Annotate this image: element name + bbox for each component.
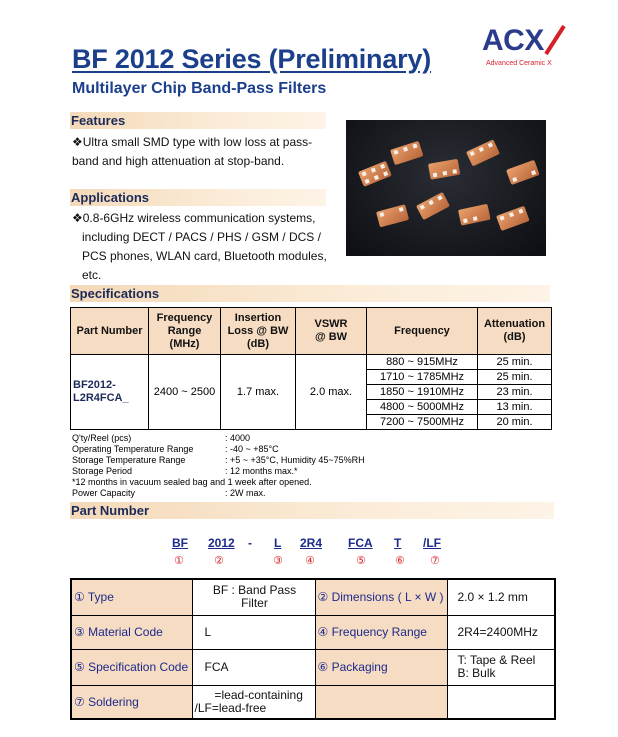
pn-index-7: ⑦ (430, 555, 440, 567)
type-value (192, 579, 315, 615)
pn-index-4: ④ (305, 555, 315, 567)
packaging-value (447, 649, 555, 685)
specification-code-label: ⑤ Specification Code (71, 649, 192, 685)
applications-text (72, 209, 330, 285)
note-row (72, 466, 365, 477)
logo-text: ACX (482, 24, 544, 57)
header-frequency-range (149, 308, 221, 355)
note-value: : 12 months max.* (225, 466, 298, 476)
acx-logo (482, 24, 566, 74)
pn-code-packaging: T (394, 536, 402, 550)
pn-index-6: ⑥ (395, 555, 405, 567)
header-vswr-label: VSWR @ BW (314, 318, 348, 343)
table-header-row (71, 308, 552, 355)
features-line: ❖Ultra small SMD type with low loss at pass- (72, 135, 313, 149)
table-row (71, 615, 555, 649)
note-value: : 4000 (225, 433, 251, 443)
pn-index-3: ③ (273, 555, 283, 567)
pn-code-soldering: /LF (423, 536, 441, 550)
freq-range-cell: 2400 ~ 2500 (149, 355, 221, 430)
frequency-range-value: 2R4=2400MHz (447, 615, 555, 649)
specification-code-value: FCA (192, 649, 315, 685)
logo-x-mark-icon (544, 24, 566, 58)
table-row (71, 355, 552, 370)
pn-index-1: ① (174, 555, 184, 567)
soldering-label: ⑦ Soldering (71, 685, 192, 719)
features-text (72, 133, 322, 171)
chip-icon (358, 139, 540, 231)
vswr-cell: 2.0 max. (296, 355, 367, 430)
frequency-range-label: ④ Frequency Range (315, 615, 447, 649)
note-value: : 2W max. (225, 488, 266, 498)
note-row (72, 433, 365, 444)
pn-code-dash: - (248, 536, 252, 550)
note-footnote (72, 477, 365, 488)
frequency-cell: 4800 ~ 5000MHz (367, 400, 478, 415)
footnote-text: *12 months in vacuum sealed bag and 1 week after opened. (72, 477, 312, 487)
insertion-loss-cell: 1.7 max. (221, 355, 296, 430)
empty-key-cell (315, 685, 447, 719)
header-attenuation (478, 308, 552, 355)
packaging-value-line: B: Bulk (457, 666, 496, 680)
part-number-value: BF2012-L2R4FCA_ (73, 379, 129, 404)
part-number-table (70, 578, 556, 720)
dimensions-value: 2.0 × 1.2 mm (447, 579, 555, 615)
specifications-table (70, 307, 552, 430)
part-number-heading: Part Number (70, 502, 554, 519)
material-code-label: ③ Material Code (71, 615, 192, 649)
header-part-number: Part Number (71, 308, 149, 355)
note-value: : -40 ~ +85°C (225, 444, 279, 454)
type-value-line: Filter (241, 596, 268, 611)
header-frequency-range-label: Frequency Range (MHz) (156, 311, 213, 350)
type-value-line: BF : Band Pass (212, 583, 297, 598)
part-number-cell (71, 355, 149, 430)
header-frequency: Frequency (367, 308, 478, 355)
header-attenuation-label: Attenuation (dB) (483, 318, 546, 343)
product-photo (346, 120, 546, 256)
spec-notes (72, 433, 365, 499)
specifications-heading: Specifications (70, 285, 550, 302)
attenuation-cell: 25 min. (478, 370, 552, 385)
frequency-cell: 880 ~ 915MHz (367, 355, 478, 370)
note-row (72, 444, 365, 455)
note-label: Storage Period (72, 466, 133, 476)
note-label: Q'ty/Reel (pcs) (72, 433, 132, 443)
applications-line: ❖0.8-6GHz wireless communication systems, (72, 211, 316, 225)
logo-subtitle: Advanced Ceramic X (486, 60, 552, 67)
dimensions-label: ② Dimensions ( L × W ) (315, 579, 447, 615)
applications-line: including DECT / PACS / PHS / GSM / DCS / (82, 230, 321, 244)
attenuation-cell: 23 min. (478, 385, 552, 400)
soldering-value (192, 685, 315, 719)
page-title: BF 2012 Series (Preliminary) (72, 44, 432, 74)
pn-code-frequency: 2R4 (300, 536, 323, 550)
note-label: Operating Temperature Range (72, 444, 194, 454)
applications-heading: Applications (70, 189, 326, 206)
pn-code-series: BF (172, 536, 188, 550)
table-row (71, 579, 555, 615)
note-label: Power Capacity (72, 488, 136, 498)
pn-index-2: ② (214, 555, 224, 567)
attenuation-cell: 20 min. (478, 415, 552, 430)
soldering-value-line: /LF=lead-free (194, 700, 267, 715)
header-insertion-loss-label: Insertion Loss @ BW (dB) (227, 311, 289, 350)
note-row (72, 488, 365, 499)
features-line: band and high attenuation at stop-band. (72, 154, 285, 168)
pn-code-spec: FCA (348, 536, 373, 550)
frequency-cell: 1710 ~ 1785MHz (367, 370, 478, 385)
features-heading: Features (70, 112, 326, 129)
material-code-value: L (192, 615, 315, 649)
attenuation-cell: 13 min. (478, 400, 552, 415)
table-row (71, 685, 555, 719)
pn-code-dimension: 2012 (208, 536, 235, 550)
note-row (72, 455, 365, 466)
soldering-value-line: =lead-containing (214, 687, 303, 702)
table-row (71, 649, 555, 685)
applications-line: PCS phones, WLAN card, Bluetooth modules, (82, 249, 327, 263)
applications-line: etc. (82, 268, 102, 282)
empty-value-cell (447, 685, 555, 719)
note-value: : +5 ~ +35°C, Humidity 45~75%RH (225, 455, 365, 465)
frequency-cell: 1850 ~ 1910MHz (367, 385, 478, 400)
page-subtitle: Multilayer Chip Band-Pass Filters (72, 80, 327, 97)
type-label: ① Type (71, 579, 192, 615)
packaging-value-line: T: Tape & Reel (457, 653, 536, 667)
note-label: Storage Temperature Range (72, 455, 186, 465)
chip-components-image (346, 120, 546, 256)
pn-index-5: ⑤ (356, 555, 366, 567)
frequency-cell: 7200 ~ 7500MHz (367, 415, 478, 430)
packaging-label: ⑥ Packaging (315, 649, 447, 685)
pn-code-material: L (274, 536, 282, 550)
header-vswr (296, 308, 367, 355)
attenuation-cell: 25 min. (478, 355, 552, 370)
header-insertion-loss (221, 308, 296, 355)
